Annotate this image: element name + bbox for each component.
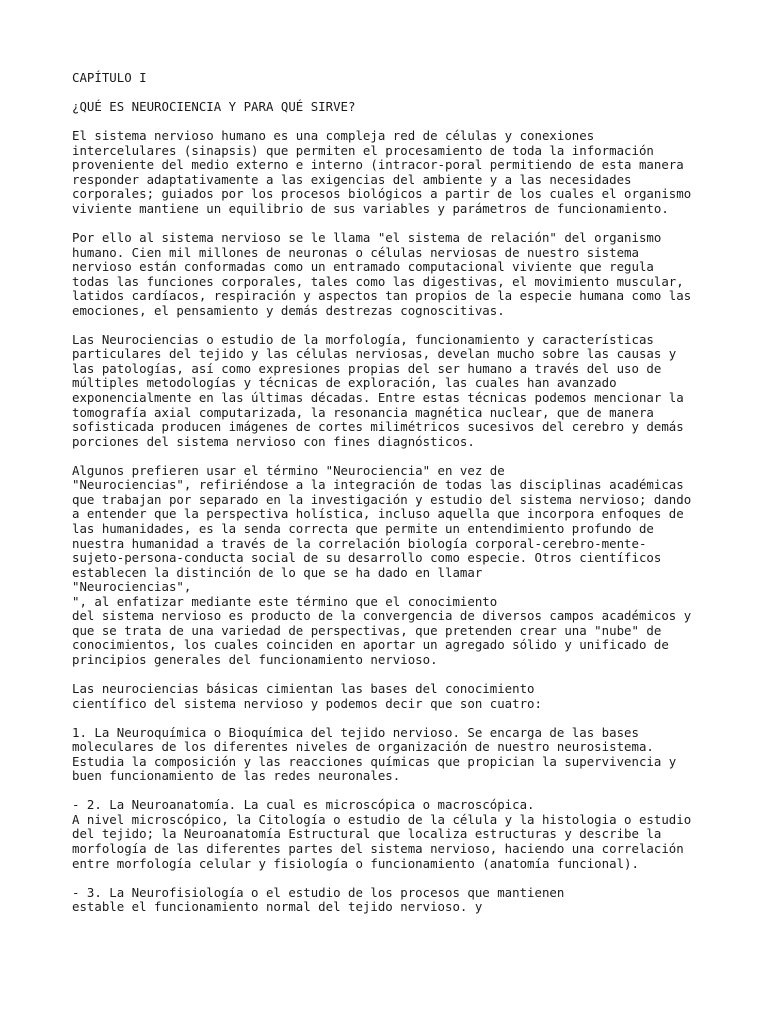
- text-line: moleculares de los diferentes niveles de organización de nuestro neurosistema.: [72, 739, 654, 755]
- text-line: humano. Cien mil millones de neuronas o células nerviosas de nuestro sistema: [72, 244, 639, 260]
- text-line: las patologías, así como expresiones propias del ser humano a través del uso de: [72, 360, 662, 376]
- text-line: Las Neurociencias o estudio de la morfología, funcionamiento y características: [72, 331, 654, 347]
- section-title-text: ¿QUÉ ES NEUROCIENCIA Y PARA QUÉ SIRVE?: [72, 99, 356, 115]
- text-line: buen funcionamiento de las redes neuronales.: [72, 768, 401, 784]
- text-line: del tejido; la Neuroanatomía Estructural que localiza estructuras y describe la: [72, 826, 662, 842]
- text-line: nervioso están conformadas como un entramado computacional viviente que regula: [72, 259, 654, 275]
- text-line: múltiples metodologías y técnicas de exploración, las cuales han avanzado: [72, 375, 617, 391]
- text-line: corporales; guiados por los procesos biológicos a partir de los cuales el organismo: [72, 186, 692, 202]
- section-title: [72, 100, 752, 115]
- text-line: Estudia la composición y las reacciones químicas que propician la supervivencia y: [72, 753, 677, 769]
- text-line: Algunos prefieren usar el término "Neurociencia" en vez de: [72, 462, 505, 478]
- text-line: - 3. La Neurofisiología o el estudio de los procesos que mantienen: [72, 884, 565, 900]
- text-line: - 2. La Neuroanatomía. La cual es microscópica o macroscópica.: [72, 797, 535, 813]
- paragraph: [72, 129, 752, 216]
- text-line: proveniente del medio externo e interno (intracor-poral permitiendo de esta manera: [72, 157, 684, 173]
- text-line: del sistema nervioso es producto de la convergencia de diversos campos académicos y: [72, 608, 692, 624]
- text-line: exponencialmente en las últimas décadas. Entre estas técnicas podemos mencionar la: [72, 390, 684, 406]
- text-line: "Neurociencias", refiriéndose a la integración de todas las disciplinas académicas: [72, 477, 684, 493]
- text-line: El sistema nervioso humano es una compleja red de células y conexiones: [72, 128, 595, 144]
- text-line: A nivel microscópico, la Citología o estudio de la célula y la histologia o estudio: [72, 811, 692, 827]
- text-line: establecen la distinción de lo que se ha dado en llamar: [72, 564, 483, 580]
- text-line: Las neurociencias básicas cimientan las bases del conocimiento: [72, 680, 535, 696]
- chapter-heading: [72, 71, 752, 86]
- text-line: intercelulares (sinapsis) que permiten el procesamiento de toda la información: [72, 142, 654, 158]
- text-line: viviente mantiene un equilibrio de sus variables y parámetros de funcionamiento.: [72, 200, 669, 216]
- text-line: conocimientos, los cuales coinciden en aportar un agregado sólido y unificado de: [72, 637, 669, 653]
- text-line: particulares del tejido y las células nerviosas, develan mucho sobre las causas y: [72, 346, 677, 362]
- text-line: entre morfología celular y fisiología o funcionamiento (anatomía funcional).: [72, 855, 639, 871]
- text-line: que se trata de una variedad de perspectivas, que pretenden crear una "nube" de: [72, 622, 662, 638]
- text-line: "Neurociencias",: [72, 579, 192, 595]
- document-page: [72, 71, 752, 929]
- paragraph: [72, 333, 752, 449]
- text-line: a entender que la perspectiva holística, incluso aquella que incorpora enfoques de: [72, 506, 684, 522]
- text-line: tomografía axial computarizada, la resonancia magnética nuclear, que de manera: [72, 404, 654, 420]
- paragraph: [72, 886, 752, 915]
- text-line: principios generales del funcionamiento nervioso.: [72, 651, 438, 667]
- text-line: todas las funciones corporales, tales como las digestivas, el movimiento muscular,: [72, 273, 684, 289]
- text-line: que trabajan por separado en la investigación y estudio del sistema nervioso; dando: [72, 491, 692, 507]
- text-line: 1. La Neuroquímica o Bioquímica del tejido nervioso. Se encarga de las bases: [72, 724, 639, 740]
- paragraph: [72, 798, 752, 871]
- text-line: sujeto-persona-conducta social de su desarrollo como especie. Otros científicos: [72, 550, 662, 566]
- text-line: ", al enfatizar mediante este término que el conocimiento: [72, 593, 498, 609]
- text-line: latidos cardíacos, respiración y aspectos tan propios de la especie humana como las: [72, 288, 692, 304]
- paragraph: [72, 231, 752, 318]
- paragraph: [72, 726, 752, 784]
- text-line: porciones del sistema nervioso con fines diagnósticos.: [72, 433, 475, 449]
- text-line: Por ello al sistema nervioso se le llama "el sistema de relación" del organismo: [72, 230, 662, 246]
- text-line: responder adaptativamente a las exigencias del ambiente y a las necesidades: [72, 171, 632, 187]
- text-line: estable el funcionamiento normal del tejido nervioso. y: [72, 899, 483, 915]
- text-line: morfología de las diferentes partes del sistema nervioso, haciendo una correlación: [72, 840, 684, 856]
- text-line: sofisticada producen imágenes de cortes milimétricos sucesivos del cerebro y demás: [72, 419, 684, 435]
- body-text: [72, 129, 752, 915]
- paragraph: [72, 682, 752, 711]
- paragraph: [72, 464, 752, 668]
- text-line: las humanidades, es la senda correcta que permite un entendimiento profundo de: [72, 520, 654, 536]
- text-line: científico del sistema nervioso y podemos decir que son cuatro:: [72, 695, 542, 711]
- text-line: nuestra humanidad a través de la correlación biología corporal-cerebro-mente-: [72, 535, 647, 551]
- chapter-label: CAPÍTULO I: [72, 70, 147, 85]
- text-line: emociones, el pensamiento y demás destrezas cognoscitivas.: [72, 302, 505, 318]
